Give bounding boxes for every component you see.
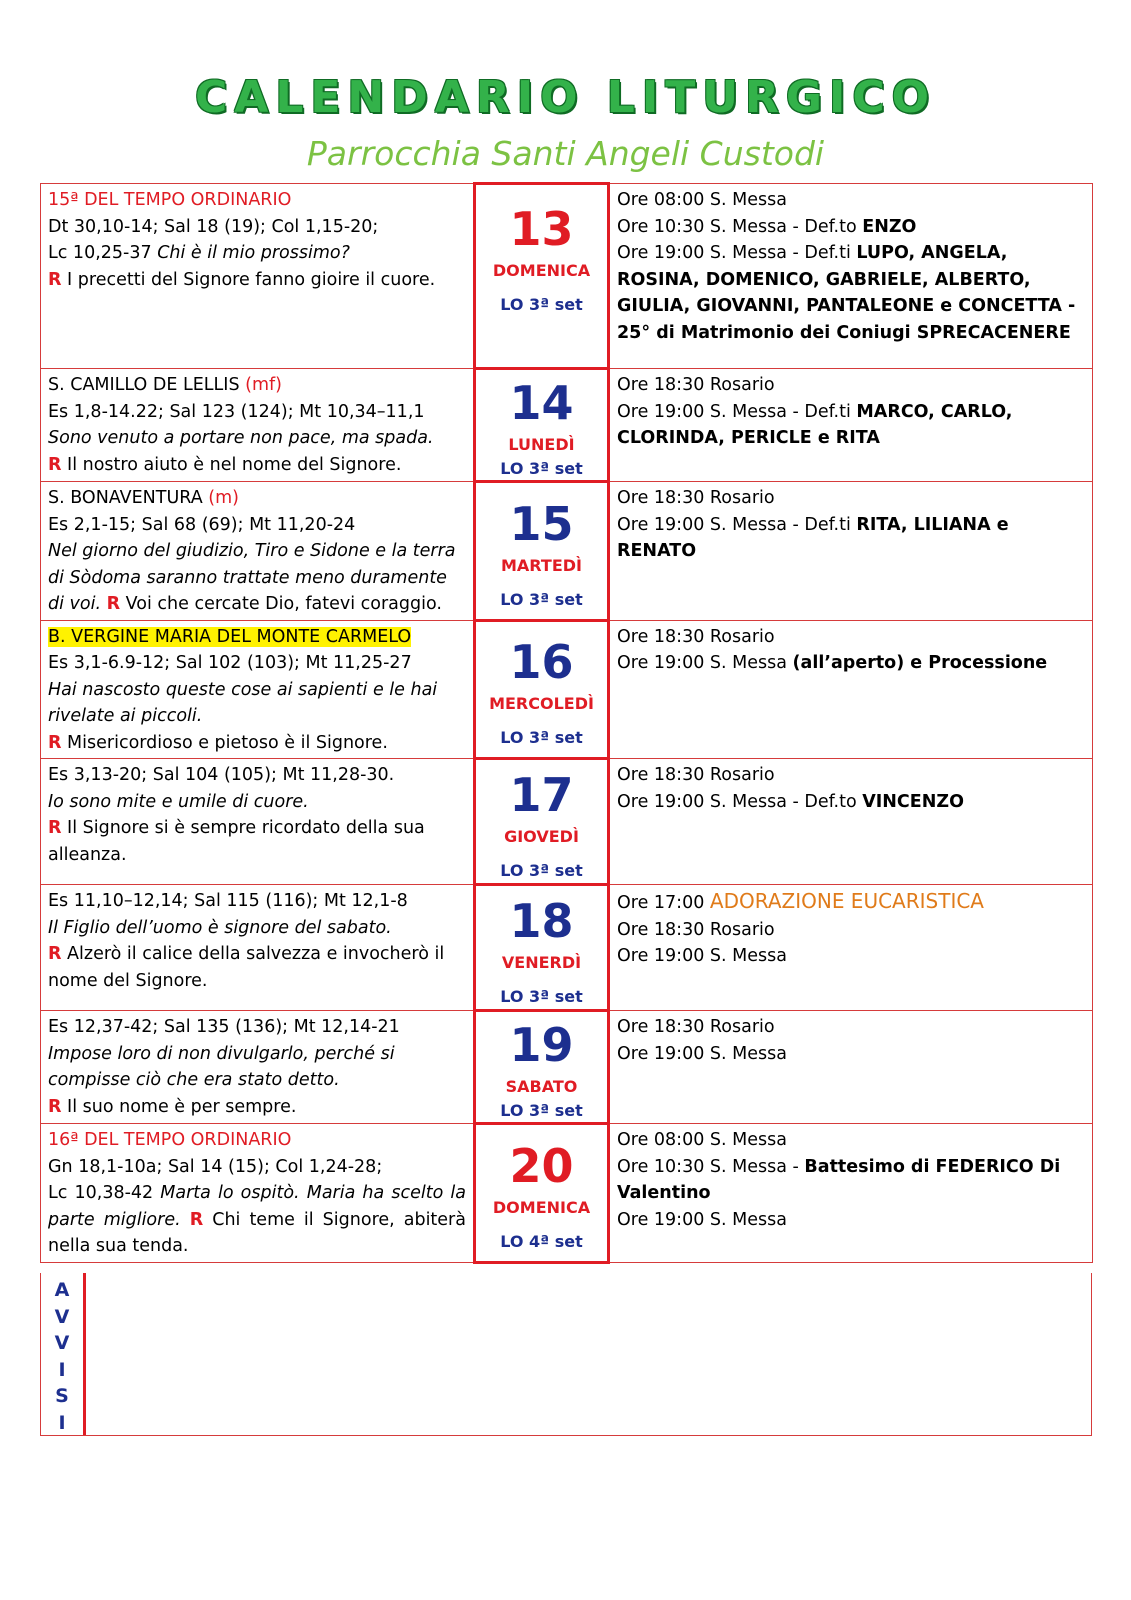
table-row [41, 620, 1093, 759]
event-line: Ore 08:00 S. Messa [617, 190, 787, 210]
event-line: Ore 18:30 Rosario [617, 375, 775, 395]
gospel-response: Lc 10,38-42 Marta lo ospitò. Maria ha scelto la parte migliore. R Chi teme il Signore, abiterà nella sua tenda. [48, 1183, 466, 1256]
liturgy-cell [41, 620, 475, 759]
avvisi-letter: I [58, 1411, 66, 1434]
table-row [41, 369, 1093, 482]
event-line: Ore 19:00 S. Messa - Def.to VINCENZO [617, 791, 964, 812]
avvisi-letter: S [55, 1385, 69, 1407]
events-cell [609, 184, 1093, 369]
day-number: 17 [509, 767, 574, 822]
day-name: VENERDÌ [501, 952, 582, 972]
table-row [41, 1124, 1093, 1263]
events-cell [609, 1011, 1093, 1124]
table-row [41, 184, 1093, 369]
day-cell [475, 1011, 609, 1124]
day-name: SABATO [505, 1077, 578, 1096]
readings: Es 3,13-20; Sal 104 (105); Mt 11,28-30. [48, 765, 395, 785]
feast-title: B. VERGINE MARIA DEL MONTE CARMELO [48, 626, 412, 647]
calendar-table [40, 182, 1093, 1264]
day-cell [475, 759, 609, 885]
events-cell [609, 1124, 1093, 1263]
response: R Misericordioso e pietoso è il Signore. [48, 732, 388, 753]
event-line: Ore 19:00 S. Messa - Def.ti LUPO, ANGELA, ROSINA, DOMENICO, GABRIELE, ALBERTO, GIULIA, GIOVANNI, PANTALEONE e CONCETTA - 25° di Matrimonio dei Coniugi SPRECACENERE [617, 243, 1076, 343]
response: R Alzerò il calice della salvezza e invocherò il nome del Signore. [48, 944, 445, 991]
day-number: 15 [509, 496, 574, 551]
day-name: DOMENICA [492, 1197, 591, 1217]
table-row [41, 885, 1093, 1011]
liturgy-of-hours: LO 3ª set [500, 295, 583, 314]
event-line: Ore 18:30 Rosario [617, 919, 775, 940]
liturgy-cell [41, 885, 475, 1011]
day-number: 13 [509, 202, 574, 256]
avvisi-letter: V [54, 1332, 70, 1354]
avvisi-letter: A [54, 1279, 70, 1301]
readings: Gn 18,1-10a; Sal 14 (15); Col 1,24-28; [48, 1156, 383, 1177]
day-number: 20 [509, 1138, 574, 1193]
day-number: 19 [509, 1018, 574, 1072]
feast-title: S. BONAVENTURA (m) [48, 488, 239, 508]
event-line: Ore 19:00 S. Messa [617, 1043, 787, 1064]
feast-title: S. CAMILLO DE LELLIS (mf) [48, 375, 283, 395]
event-line: Ore 10:30 S. Messa - Def.to ENZO [617, 216, 917, 237]
avvisi-content [89, 1273, 1091, 1435]
event-line: Ore 17:00 ADORAZIONE EUCARISTICA [617, 889, 984, 913]
events-cell [609, 369, 1093, 482]
event-line: Ore 18:30 Rosario [617, 626, 775, 647]
liturgy-of-hours: LO 3ª set [500, 589, 583, 609]
feast-title: 16ª DEL TEMPO ORDINARIO [48, 1130, 292, 1150]
event-line: Ore 10:30 S. Messa - Battesimo di FEDERICO Di Valentino [617, 1156, 1061, 1203]
liturgy-cell [41, 1124, 475, 1263]
liturgy-of-hours: LO 4ª set [500, 1231, 583, 1251]
event-line: Ore 18:30 Rosario [617, 488, 775, 508]
day-cell [475, 885, 609, 1011]
day-name: DOMENICA [492, 261, 591, 280]
event-line: Ore 19:00 S. Messa [617, 946, 787, 966]
day-cell [475, 184, 609, 369]
avvisi-letter: I [58, 1358, 66, 1381]
liturgy-of-hours: LO 3ª set [500, 860, 583, 880]
table-row [41, 759, 1093, 885]
day-name: MARTEDÌ [501, 555, 582, 575]
response: R Il nostro aiuto è nel nome del Signore. [48, 454, 402, 475]
events-cell [609, 620, 1093, 759]
gospel: Io sono mite e umile di cuore. [48, 791, 309, 812]
gospel-response: Nel giorno del giudizio, Tiro e Sidone e la terra di Sòdoma saranno trattate meno duramente di voi. R Voi che cercate Dio, fatevi coraggio. [48, 541, 456, 614]
response: R Il suo nome è per sempre. [48, 1096, 297, 1117]
day-name: GIOVEDÌ [504, 826, 579, 846]
liturgy-of-hours: LO 3ª set [500, 986, 583, 1006]
day-cell [475, 369, 609, 482]
gospel: Sono venuto a portare non pace, ma spada. [48, 428, 434, 448]
event-line: Ore 18:30 Rosario [617, 1017, 775, 1037]
response: R I precetti del Signore fanno gioire il cuore. [48, 269, 436, 290]
event-line: Ore 19:00 S. Messa [617, 1209, 787, 1230]
day-number: 18 [509, 893, 574, 948]
event-line: Ore 19:00 S. Messa - Def.ti RITA, LILIANA e RENATO [617, 514, 1009, 561]
response: R Il Signore si è sempre ricordato della sua alleanza. [48, 818, 425, 865]
day-number: 14 [509, 376, 574, 430]
table-row [41, 482, 1093, 621]
avvisi-letter: V [54, 1305, 70, 1328]
events-cell [609, 759, 1093, 885]
events-cell [609, 482, 1093, 621]
adoration-label: ADORAZIONE EUCARISTICA [709, 889, 984, 913]
day-cell [475, 1124, 609, 1263]
day-cell [475, 620, 609, 759]
event-line: Ore 18:30 Rosario [617, 765, 775, 785]
table-row [41, 1011, 1093, 1124]
liturgy-cell [41, 482, 475, 621]
day-number: 16 [509, 635, 574, 690]
liturgy-of-hours: LO 3ª set [500, 459, 583, 478]
gospel: Il Figlio dell’uomo è signore del sabato. [48, 917, 392, 938]
readings: Dt 30,10-14; Sal 18 (19); Col 1,15-20; [48, 216, 379, 237]
liturgy-cell [41, 369, 475, 482]
readings: Es 11,10–12,14; Sal 115 (116); Mt 12,1-8 [48, 891, 408, 911]
liturgy-of-hours: LO 3ª set [500, 1101, 583, 1120]
avvisi-label [41, 1273, 86, 1435]
liturgy-cell [41, 759, 475, 885]
readings: Es 12,37-42; Sal 135 (136); Mt 12,14-21 [48, 1017, 400, 1037]
day-name: MERCOLEDÌ [489, 694, 594, 714]
readings: Es 1,8-14.22; Sal 123 (124); Mt 10,34–11,1 [48, 401, 425, 422]
feast-title: 15ª DEL TEMPO ORDINARIO [48, 190, 292, 210]
day-name: LUNEDÌ [508, 435, 575, 454]
liturgy-cell [41, 184, 475, 369]
readings: Es 3,1-6.9-12; Sal 102 (103); Mt 11,25-27 [48, 653, 412, 673]
readings: Es 2,1-15; Sal 68 (69); Mt 11,20-24 [48, 514, 356, 535]
gospel: Lc 10,25-37 Chi è il mio prossimo? [48, 243, 350, 263]
avvisi-box [40, 1273, 1092, 1436]
day-cell [475, 482, 609, 621]
event-line: Ore 08:00 S. Messa [617, 1130, 787, 1150]
event-line: Ore 19:00 S. Messa (all’aperto) e Processione [617, 653, 1048, 673]
gospel: Hai nascosto queste cose ai sapienti e le hai rivelate ai piccoli. [48, 679, 438, 726]
events-cell [609, 885, 1093, 1011]
liturgy-cell [41, 1011, 475, 1124]
liturgy-of-hours: LO 3ª set [500, 728, 583, 748]
gospel: Impose loro di non divulgarlo, perché si compisse ciò che era stato detto. [48, 1043, 395, 1090]
page-subtitle: Parrocchia Santi Angeli Custodi [306, 134, 825, 173]
page-title: CALENDARIO LITURGICO [194, 72, 937, 123]
event-line: Ore 19:00 S. Messa - Def.ti MARCO, CARLO, CLORINDA, PERICLE e RITA [617, 401, 1013, 448]
